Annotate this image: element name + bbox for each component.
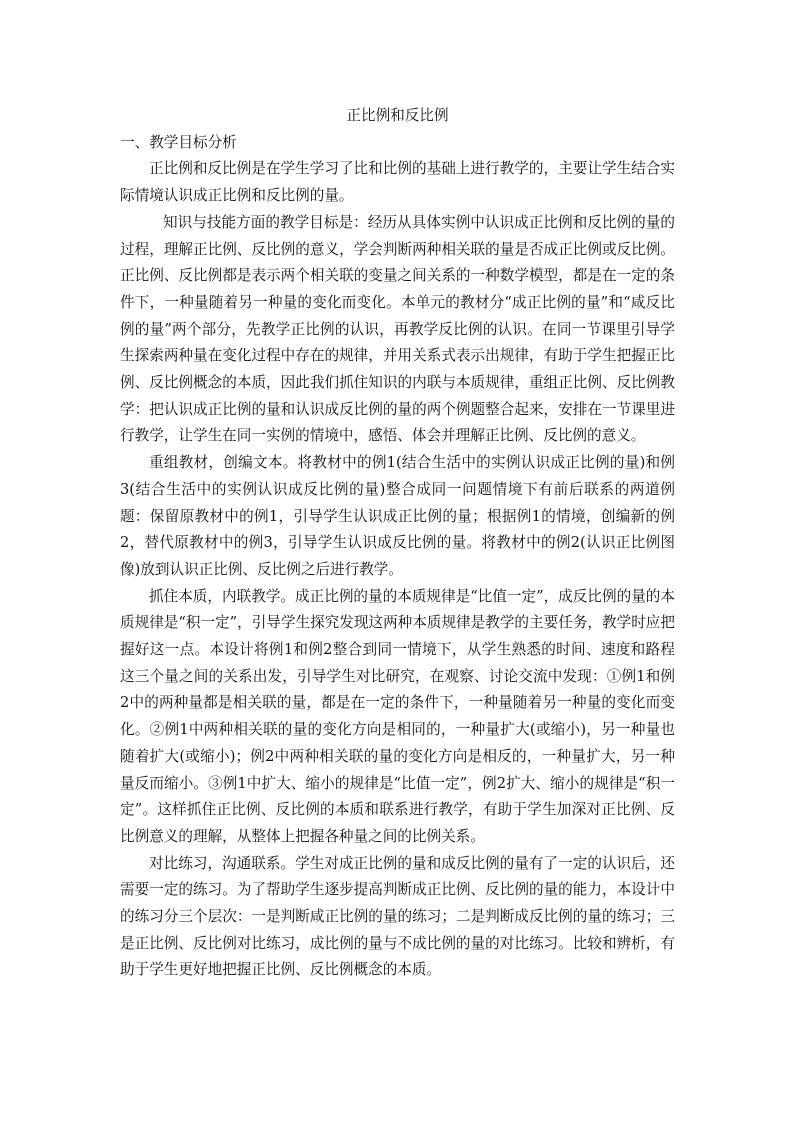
- section-heading: 一、教学目标分析: [120, 133, 237, 151]
- paragraph-objectives: 知识与技能方面的教学目标是：经历从具体实例中认识成正比例和反比例的量的过程，理解正比例、反比例的意义，学会判断两种相关联的量是否成正比例或反比例。正比例、反比例都是表示两个相关联的变量之间关系的一种数学模型，都是在一定的条件下，一种量随着另一种量的变化而变化。本单元的教材分“成正比例的量”和“咸反比例的量”两个部分，先教学正比例的认识，再教学反比例的认识。在同一节课里引导学生探索两种量在变化过程中存在的规律，并用关系式表示出规律，有助于学生把握正比例、反比例概念的本质，因此我们抓住知识的内联与本质规律，重组正比例、反比例教学：把认识成正比例的量和认识成反比例的量的两个例题整合起来，安排在一节课里进行教学，让学生在同一实例的情境中，感悟、体会并理解正比例、反比例的意义。: [120, 213, 675, 445]
- document-body: [120, 103, 675, 984]
- paragraph-practice: 对比练习，沟通联系。学生对成正比例的量和成反比例的量有了一定的认识后，还需要一定的练习。为了帮助学生逐步提高判断成正比例、反比例的量的能力，本设计中的练习分三个层次：一是判断咸正比例的量的练习；二是判断成反比例的量的练习；三是正比例、反比例对比练习，成比例的量与不成比例的量的对比练习。比较和辨析，有助于学生更好地把握正比例、反比例概念的本质。: [120, 854, 675, 979]
- paragraph-essence: 抓住本质，内联教学。成正比例的量的本质规律是“比值一定”，成反比例的量的本质规律是“积一定”，引导学生探究发现这两种本质规律是教学的主要任务，教学时应把握好这一点。本设计将例1和例2整合到同一情境下，从学生熟悉的时间、速度和路程这三个量之间的关系出发，引导学生对比研究，在观察、讨论交流中发现：①例1和例2中的两种量都是相关联的量，都是在一定的条件下，一种量随着另一种量的变化而变化。②例1中两种相关联的量的变化方向是相同的，一种量扩大(或缩小)，另一种量也随着扩大(或缩小)；例2中两种相关联的量的变化方向是相反的，一种量扩大，另一种量反而缩小。③例1中扩大、缩小的规律是“比值一定”，例2扩大、缩小的规律是“积一定”。这样抓住正比例、反比例的本质和联系进行教学，有助于学生加深对正比例、反比例意义的理解，从整体上把握各种量之间的比例关系。: [120, 587, 675, 845]
- paragraph-intro: 正比例和反比例是在学生学习了比和比例的基础上进行教学的，主要让学生结合实际情境认识成正比例和反比例的量。: [120, 160, 675, 205]
- document-title: 正比例和反比例: [346, 107, 449, 124]
- paragraph-reorganize: 重组教材，创编文本。将教材中的例1(结合生活中的实例认识成正比例的量)和例3(结合生活中的实例认识成反比例的量)整合成同一问题情境下有前后联系的两道例题：保留原教材中的例1，引导学生认识成正比例的量；根据例1的情境，创编新的例2，替代原教材中的例3，引导学生认识成反比例的量。将教材中的例2(认识正比例图像)放到认识正比例、反比例之后进行教学。: [120, 454, 675, 578]
